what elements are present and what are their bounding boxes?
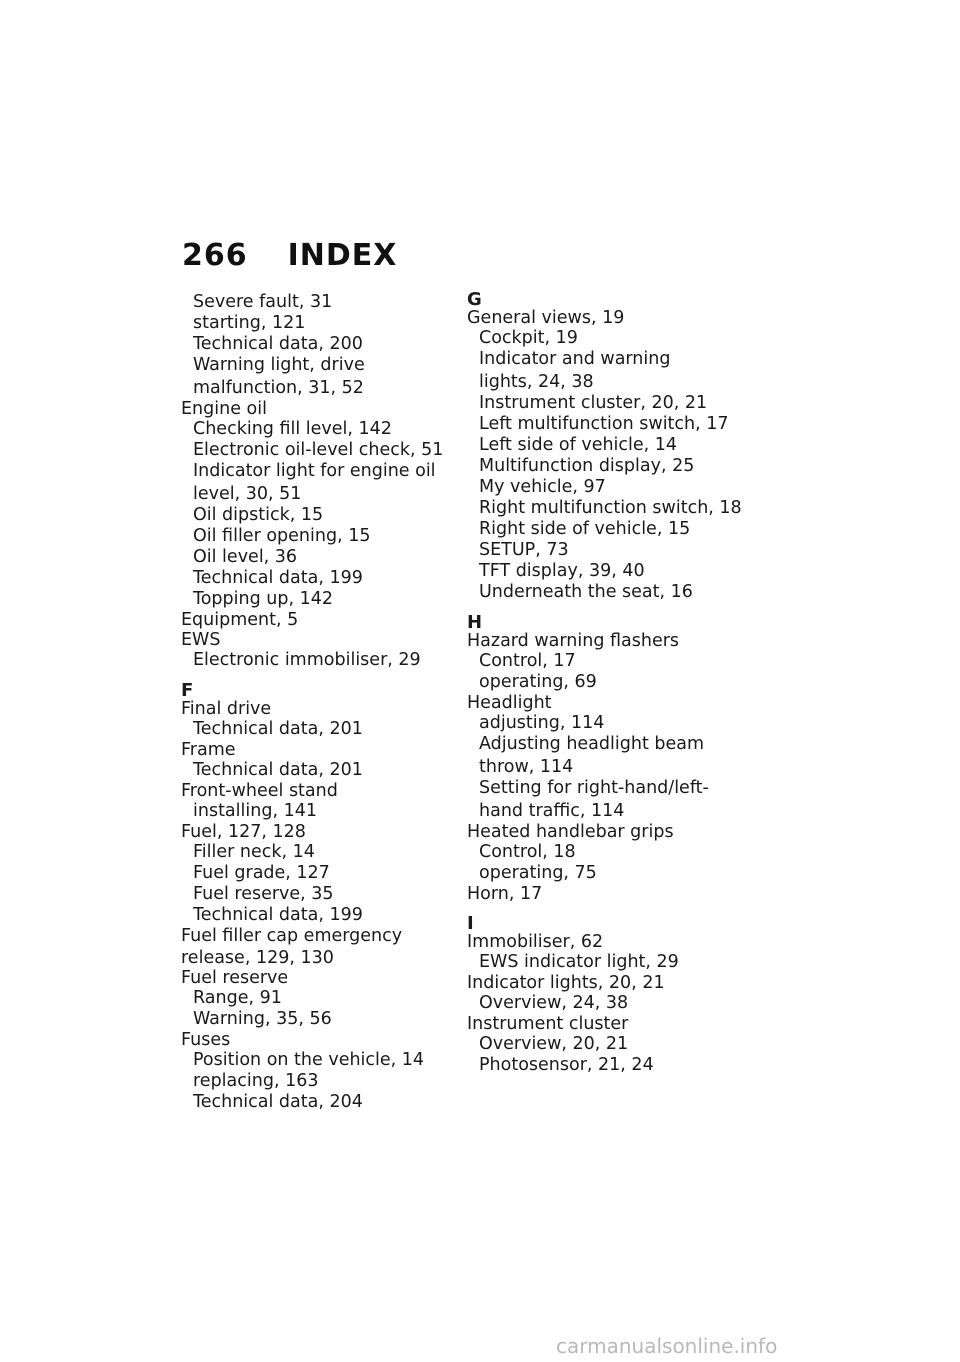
index-subentry bbox=[181, 526, 451, 547]
index-line: Technical data, 201 bbox=[193, 719, 363, 739]
index-line: starting, 121 bbox=[193, 313, 306, 333]
page-number: 266 bbox=[182, 238, 248, 273]
index-line: Right side of vehicle, 15 bbox=[479, 519, 691, 539]
index-subentry bbox=[181, 884, 451, 905]
index-line: Oil filler opening, 15 bbox=[193, 526, 371, 546]
index-line: Technical data, 201 bbox=[193, 760, 363, 780]
index-line: Checking fill level, 142 bbox=[193, 419, 392, 439]
index-subentry bbox=[181, 419, 451, 440]
index-line: adjusting, 114 bbox=[479, 713, 605, 733]
index-subentry bbox=[467, 842, 737, 863]
index-line: Oil level, 36 bbox=[193, 547, 298, 567]
index-line: Fuses bbox=[181, 1030, 231, 1050]
index-line: Multifunction display, 25 bbox=[479, 456, 695, 476]
index-subentry bbox=[467, 952, 737, 973]
index-line: Technical data, 200 bbox=[193, 334, 363, 354]
index-line: Underneath the seat, 16 bbox=[479, 582, 693, 602]
index-line: Oil dipstick, 15 bbox=[193, 505, 324, 525]
index-subentry bbox=[467, 519, 737, 540]
page-header bbox=[182, 238, 397, 273]
index-line: Filler neck, 14 bbox=[193, 842, 315, 862]
index-line: Fuel, 127, 128 bbox=[181, 822, 306, 842]
index-entry bbox=[181, 781, 451, 801]
index-line: Fuel reserve bbox=[181, 968, 289, 988]
index-line: Final drive bbox=[181, 699, 272, 719]
index-letter-heading bbox=[467, 289, 737, 310]
index-subentry bbox=[467, 778, 737, 822]
index-line: Left multifunction switch, 17 bbox=[479, 414, 729, 434]
index-entry bbox=[467, 308, 737, 328]
index-line: Range, 91 bbox=[193, 988, 282, 1008]
index-entry bbox=[181, 968, 451, 988]
index-letter-heading bbox=[467, 913, 737, 934]
index-line: Indicator and warning bbox=[479, 349, 671, 369]
index-line: Warning light, drive bbox=[193, 355, 365, 375]
index-line: throw, 114 bbox=[479, 757, 574, 777]
index-line: Left side of vehicle, 14 bbox=[479, 435, 678, 455]
index-line: I bbox=[467, 913, 474, 934]
index-line: Indicator lights, 20, 21 bbox=[467, 973, 665, 993]
index-subentry bbox=[181, 355, 451, 399]
index-line: Headlight bbox=[467, 693, 552, 713]
index-entry bbox=[467, 631, 737, 651]
index-subentry bbox=[467, 328, 737, 349]
index-letter-heading bbox=[467, 612, 737, 633]
index-subentry bbox=[467, 435, 737, 456]
index-line: Right multifunction switch, 18 bbox=[479, 498, 742, 518]
index-line: Cockpit, 19 bbox=[479, 328, 578, 348]
index-line: General views, 19 bbox=[467, 308, 625, 328]
index-line: Setting for right-hand/left- bbox=[479, 778, 709, 798]
index-subentry bbox=[467, 651, 737, 672]
index-subentry bbox=[467, 734, 737, 778]
index-column-left bbox=[181, 292, 451, 1113]
index-subentry bbox=[467, 349, 737, 393]
index-line: H bbox=[467, 612, 483, 633]
index-entry bbox=[181, 610, 451, 630]
index-subentry bbox=[467, 713, 737, 734]
index-subentry bbox=[181, 547, 451, 568]
page-title: INDEX bbox=[287, 238, 398, 273]
index-subentry bbox=[181, 461, 451, 505]
index-line: Hazard warning flashers bbox=[467, 631, 680, 651]
index-entry bbox=[181, 1030, 451, 1050]
index-line: Instrument cluster, 20, 21 bbox=[479, 393, 708, 413]
index-line: Control, 17 bbox=[479, 651, 576, 671]
index-line: Technical data, 204 bbox=[193, 1092, 363, 1112]
index-line: Topping up, 142 bbox=[193, 589, 333, 609]
index-line: Control, 18 bbox=[479, 842, 576, 862]
index-line: release, 129, 130 bbox=[181, 948, 334, 968]
index-line: installing, 141 bbox=[193, 801, 317, 821]
index-letter-heading bbox=[181, 680, 451, 701]
index-subentry bbox=[181, 988, 451, 1009]
index-subentry bbox=[181, 1071, 451, 1092]
index-line: Technical data, 199 bbox=[193, 568, 363, 588]
index-subentry bbox=[181, 1092, 451, 1113]
index-subentry bbox=[181, 568, 451, 589]
index-subentry bbox=[467, 540, 737, 561]
index-entry bbox=[467, 973, 737, 993]
index-subentry bbox=[181, 760, 451, 781]
index-subentry bbox=[181, 905, 451, 926]
index-entry bbox=[181, 926, 451, 968]
index-line: F bbox=[181, 680, 194, 701]
index-line: Heated handlebar grips bbox=[467, 822, 674, 842]
index-line: malfunction, 31, 52 bbox=[193, 378, 364, 398]
index-line: hand traffic, 114 bbox=[479, 801, 625, 821]
index-line: Severe fault, 31 bbox=[193, 292, 333, 312]
index-subentry bbox=[181, 334, 451, 355]
index-line: Front-wheel stand bbox=[181, 781, 338, 801]
index-line: Engine oil bbox=[181, 399, 267, 419]
index-line: Electronic oil-level check, 51 bbox=[193, 440, 444, 460]
index-line: lights, 24, 38 bbox=[479, 372, 594, 392]
index-subentry bbox=[181, 842, 451, 863]
index-subentry bbox=[467, 561, 737, 582]
index-line: Frame bbox=[181, 740, 236, 760]
index-subentry bbox=[467, 993, 737, 1014]
index-subentry bbox=[467, 1034, 737, 1055]
index-line: TFT display, 39, 40 bbox=[479, 561, 645, 581]
index-line: SETUP, 73 bbox=[479, 540, 569, 560]
index-line: Photosensor, 21, 24 bbox=[479, 1055, 654, 1075]
index-subentry bbox=[467, 477, 737, 498]
index-subentry bbox=[181, 505, 451, 526]
index-subentry bbox=[181, 1009, 451, 1030]
index-entry bbox=[467, 822, 737, 842]
index-line: operating, 69 bbox=[479, 672, 597, 692]
index-line: EWS bbox=[181, 630, 221, 650]
index-line: Position on the vehicle, 14 bbox=[193, 1050, 425, 1070]
index-entry bbox=[467, 693, 737, 713]
index-line: EWS indicator light, 29 bbox=[479, 952, 679, 972]
index-entry bbox=[467, 932, 737, 952]
index-subentry bbox=[181, 589, 451, 610]
index-line: Fuel reserve, 35 bbox=[193, 884, 334, 904]
index-line: My vehicle, 97 bbox=[479, 477, 606, 497]
index-entry bbox=[467, 884, 737, 904]
index-line: Fuel filler cap emergency bbox=[181, 926, 403, 946]
index-line: Overview, 20, 21 bbox=[479, 1034, 629, 1054]
index-subentry bbox=[181, 719, 451, 740]
index-entry bbox=[181, 630, 451, 650]
index-entry bbox=[467, 1014, 737, 1034]
index-subentry bbox=[181, 801, 451, 822]
index-line: Warning, 35, 56 bbox=[193, 1009, 332, 1029]
index-line: G bbox=[467, 289, 482, 310]
index-line: Equipment, 5 bbox=[181, 610, 299, 630]
index-subentry bbox=[181, 863, 451, 884]
index-line: replacing, 163 bbox=[193, 1071, 319, 1091]
index-subentry bbox=[181, 440, 451, 461]
index-subentry bbox=[181, 650, 451, 671]
index-subentry bbox=[467, 393, 737, 414]
index-line: Immobiliser, 62 bbox=[467, 932, 604, 952]
index-line: operating, 75 bbox=[479, 863, 597, 883]
index-line: Electronic immobiliser, 29 bbox=[193, 650, 421, 670]
index-line: Fuel grade, 127 bbox=[193, 863, 330, 883]
index-subentry bbox=[467, 498, 742, 519]
index-subentry bbox=[467, 1055, 737, 1076]
index-subentry bbox=[467, 582, 737, 603]
index-entry bbox=[181, 699, 451, 719]
index-line: level, 30, 51 bbox=[193, 484, 302, 504]
index-subentry bbox=[181, 313, 451, 334]
index-subentry bbox=[467, 414, 737, 435]
index-line: Indicator light for engine oil bbox=[193, 461, 436, 481]
index-line: Horn, 17 bbox=[467, 884, 543, 904]
index-entry bbox=[181, 822, 451, 842]
index-subentry bbox=[181, 292, 451, 313]
index-subentry bbox=[181, 1050, 451, 1071]
index-line: Technical data, 199 bbox=[193, 905, 363, 925]
index-entry bbox=[181, 740, 451, 760]
index-subentry bbox=[467, 863, 737, 884]
index-line: Overview, 24, 38 bbox=[479, 993, 629, 1013]
index-subentry bbox=[467, 672, 737, 693]
watermark: carmanualsonline.info bbox=[556, 1334, 778, 1358]
index-column-right bbox=[467, 289, 742, 1076]
index-line: Instrument cluster bbox=[467, 1014, 629, 1034]
index-entry bbox=[181, 399, 451, 419]
index-subentry bbox=[467, 456, 737, 477]
index-line: Adjusting headlight beam bbox=[479, 734, 705, 754]
